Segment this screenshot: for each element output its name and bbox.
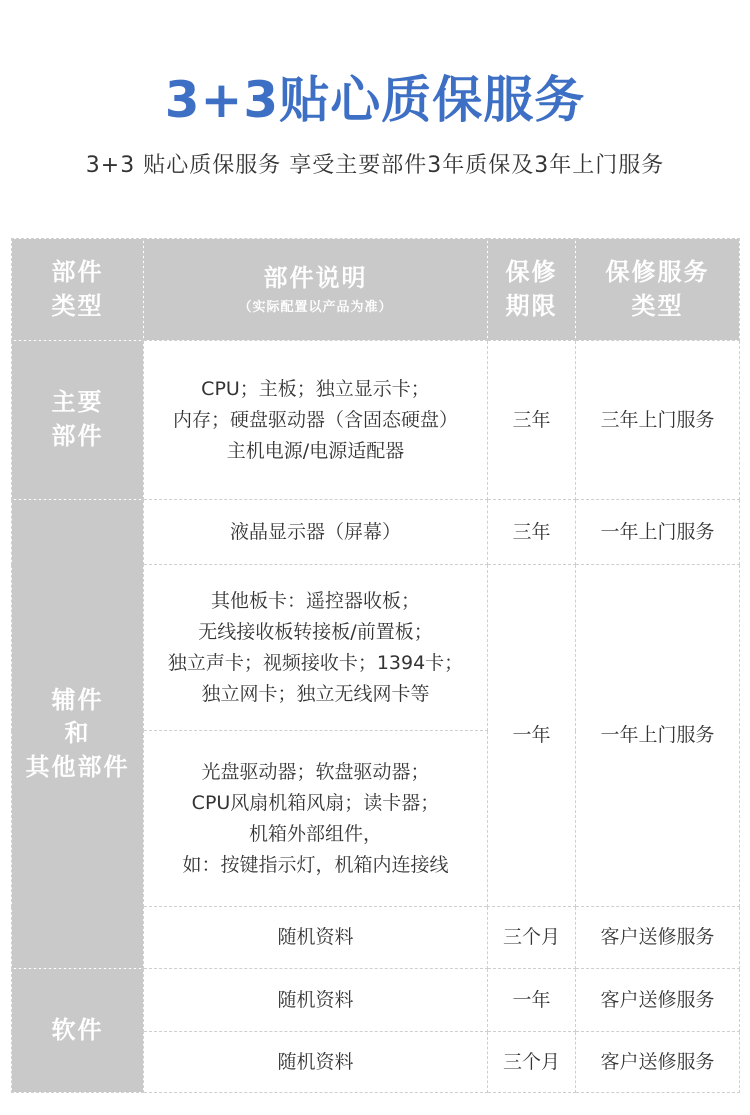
header-service-line: 类型: [631, 291, 684, 320]
description-line: 其他板卡：遥控器收板；: [210, 589, 420, 612]
header-period-line: 期限: [505, 291, 558, 320]
software-docs-service: 客户送修服务: [576, 969, 740, 1032]
software-docs-period-2: 三个月: [488, 1032, 576, 1093]
header-period: [488, 239, 576, 341]
software-docs-description: 随机资料: [144, 969, 488, 1032]
category-software: [12, 969, 144, 1093]
header-description-note: （实际配置以产品为准）: [238, 300, 393, 316]
category-line: 和: [64, 719, 91, 748]
category-line: 软件: [51, 1015, 104, 1044]
header-service: [576, 239, 740, 341]
description-line: 光盘驱动器；软盘驱动器；: [201, 760, 430, 783]
main-parts-period: 三年: [488, 341, 576, 500]
category-main-parts: [12, 341, 144, 500]
main-parts-service: 三年上门服务: [576, 341, 740, 500]
header-service-line: 保修服务: [605, 257, 710, 286]
table-row: [12, 500, 740, 565]
boards-description: [144, 565, 488, 731]
description-line: CPU风扇机箱风扇；读卡器；: [191, 791, 440, 814]
docs-description: 随机资料: [144, 907, 488, 969]
description-line: 主机电源/电源适配器: [226, 439, 405, 462]
table-header-row: [12, 239, 740, 341]
lcd-period: 三年: [488, 500, 576, 565]
description-line: 机箱外部组件，: [248, 822, 382, 845]
software-docs-period: 一年: [488, 969, 576, 1032]
header-part-type-line: 类型: [51, 291, 104, 320]
category-line: 部件: [51, 422, 104, 450]
category-accessories: [12, 500, 144, 969]
other-parts-period: 一年: [488, 565, 576, 907]
description-line: CPU；主板；独立显示卡；: [201, 377, 430, 400]
lcd-service: 一年上门服务: [576, 500, 740, 565]
main-parts-description: [144, 341, 488, 500]
header-description: [144, 239, 488, 341]
software-docs-description-2: 随机资料: [144, 1032, 488, 1093]
table-row: [12, 969, 740, 1032]
warranty-table: [11, 238, 740, 1093]
header-part-type-line: 部件: [51, 257, 104, 286]
header-part-type: [12, 239, 144, 341]
description-line: 无线接收板转接板/前置板；: [198, 620, 433, 643]
lcd-description: 液晶显示器（屏幕）: [144, 500, 488, 565]
description-line: 内存；硬盘驱动器（含固态硬盘）: [172, 408, 458, 431]
header-period-line: 保修: [505, 257, 558, 286]
page-title: 3+3贴心质保服务: [164, 71, 586, 129]
docs-service: 客户送修服务: [576, 907, 740, 969]
category-line: 主要: [51, 388, 104, 417]
software-docs-service-2: 客户送修服务: [576, 1032, 740, 1093]
other-parts-service: 一年上门服务: [576, 565, 740, 907]
description-line: 独立声卡；视频接收卡；1394卡；: [167, 651, 464, 674]
page-subtitle: 3+3 贴心质保服务 享受主要部件3年质保及3年上门服务: [85, 153, 665, 178]
docs-period: 三个月: [488, 907, 576, 969]
description-line: 独立网卡；独立无线网卡等: [201, 682, 430, 705]
category-line: 其他部件: [25, 752, 130, 781]
description-line: 如：按键指示灯，机箱内连接线: [182, 853, 449, 876]
header-description-label: 部件说明: [263, 263, 368, 292]
drives-description: [144, 731, 488, 907]
table-row: [12, 341, 740, 500]
category-line: 辅件: [51, 685, 104, 714]
